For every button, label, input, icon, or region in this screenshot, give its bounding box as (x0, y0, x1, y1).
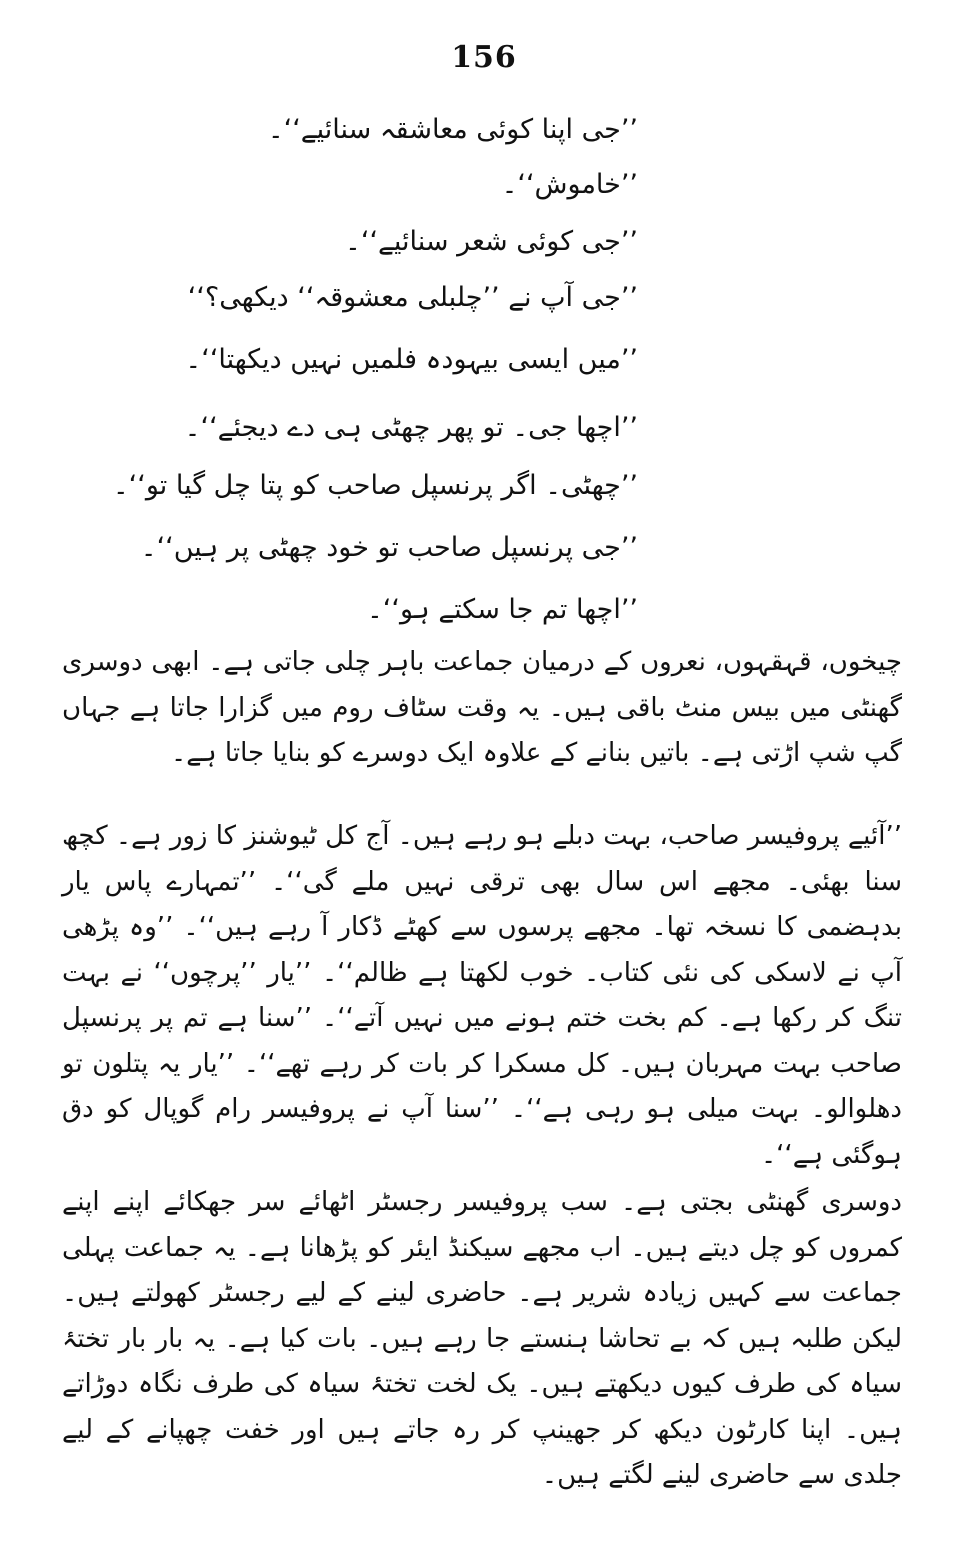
dialogue-line: ’’اچھا تم جا سکتے ہو‘‘۔ (366, 594, 638, 625)
dialogue-line: ’’جی کوئی شعر سنائیے‘‘۔ (345, 226, 638, 257)
body-paragraph: چیخوں، قہقہوں، نعروں کے درمیان جماعت باہر چلی جاتی ہے۔ ابھی دوسری گھنٹی میں بیس منٹ باقی ہیں۔ یہ وقت سٹاف روم میں گزارا جاتا ہے جہاں گپ شپ اڑتی ہے۔ باتیں بنانے کے علاوہ ایک دوسرے کو بنایا جاتا ہے۔ (62, 647, 902, 768)
dialogue-line: ’’جی اپنا کوئی معاشقہ سنائیے‘‘۔ (267, 114, 638, 145)
dialogue-line: ’’خاموش‘‘۔ (501, 169, 638, 200)
page-number: 156 (451, 40, 517, 75)
dialogue-line: ’’میں ایسی بیہودہ فلمیں نہیں دیکھتا‘‘۔ (185, 344, 638, 375)
dialogue-line: ’’اچھا جی۔ تو پھر چھٹی ہی دے دیجئے‘‘۔ (184, 412, 638, 443)
dialogue-line: ’’جی آپ نے ’’چلبلی معشوقہ‘‘ دیکھی؟‘‘ (187, 282, 638, 313)
dialogue-line: ’’جی پرنسپل صاحب تو خود چھٹی پر ہیں‘‘۔ (140, 532, 638, 563)
body-paragraph: دوسری گھنٹی بجتی ہے۔ سب پروفیسر رجسٹر اٹھائے سر جھکائے اپنے اپنے کمروں کو چل دیتے ہیں۔ اب مجھے سیکنڈ ایئر کو پڑھانا ہے۔ یہ جماعت پہلی جماعت سے کہیں زیادہ شریر ہے۔ حاضری لینے کے لیے رجسٹر کھولتے ہیں۔ لیکن طلبہ ہیں کہ بے تحاشا ہنستے جا رہے ہیں۔ بات کیا ہے۔ یہ بار بار تختۂ سیاہ کی طرف کیوں دیکھتے ہیں۔ یک لخت تختۂ سیاہ کی طرف نگاہ دوڑاتے ہیں۔ اپنا کارٹون دیکھ کر جھینپ کر رہ جاتے ہیں اور خفت چھپانے کے لیے جلدی سے حاضری لینے لگتے ہیں۔ (62, 1187, 902, 1490)
dialogue-line: ’’چھٹی۔ اگر پرنسپل صاحب کو پتا چل گیا تو‘‘۔ (112, 470, 638, 501)
body-paragraph: ’’آئیے پروفیسر صاحب، بہت دبلے ہو رہے ہیں۔ آج کل ٹیوشنز کا زور ہے۔ کچھ سنا بھئی۔ مجھے اس سال بھی ترقی نہیں ملے گی‘‘۔ ’’تمہارے پاس یار بدہضمی کا نسخہ تھا۔ مجھے پرسوں سے کھٹے ڈکار آ رہے ہیں‘‘۔ ’’وہ پڑھی آپ نے لاسکی کی نئی کتاب۔ خوب لکھتا ہے ظالم‘‘۔ ’’یار ’’پرچوں‘‘ نے بہت تنگ کر رکھا ہے۔ کم بخت ختم ہونے میں نہیں آتے‘‘۔ ’’سنا ہے تم پر پرنسپل صاحب بہت مہربان ہیں۔ کل مسکرا کر بات کر رہے تھے‘‘۔ ’’یار یہ پتلون تو دھلوالو۔ بہت میلی ہو رہی ہے‘‘۔ ’’سنا آپ نے پروفیسر رام گوپال کو دق ہوگئی ہے‘‘۔ (62, 821, 902, 1170)
